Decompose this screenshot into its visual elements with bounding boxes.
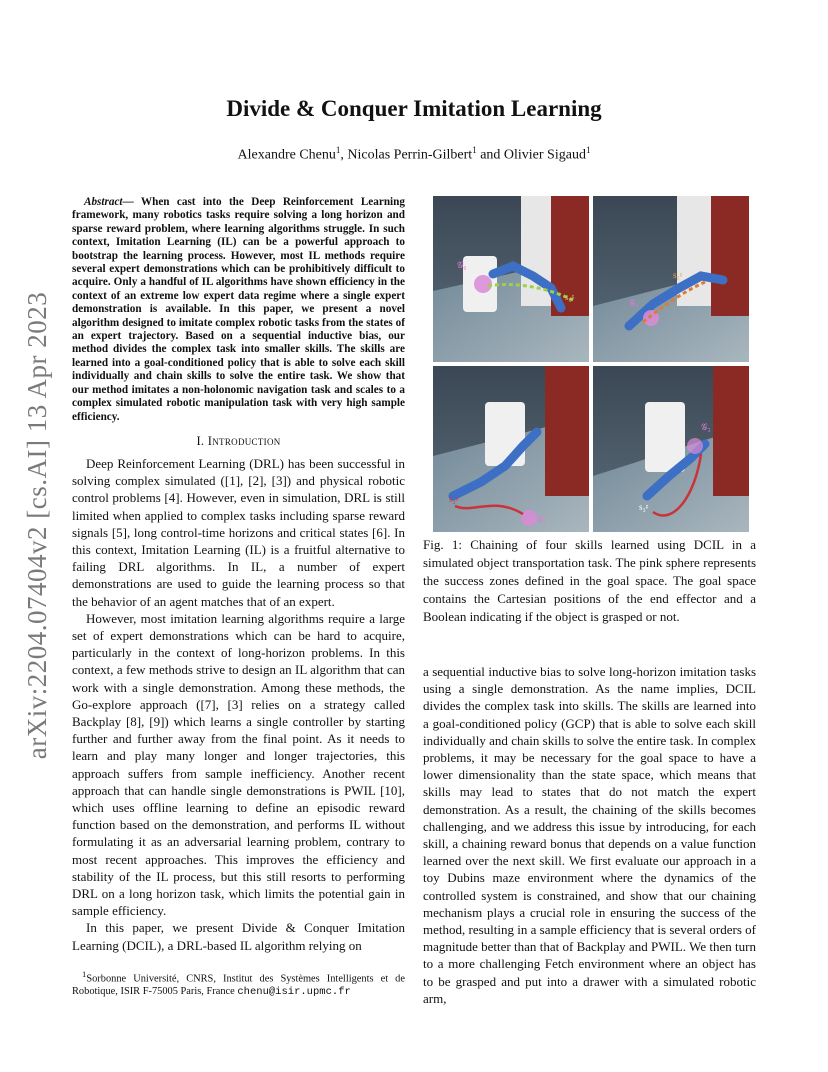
- author-affiliation: 1: [472, 145, 477, 155]
- body-paragraph: a sequential inductive bias to solve long-horizon imitation tasks using a single demonstration. As the name implies, DCIL divides the complex task into skills. The skills are learned into a goal-conditioned policy (GCP) that is able to solve each skill individually and chain skills to solve the entire task. In complex problems, it may be necessary for the goal space to have a lower dimensionality than the state space, which means that skills may lead to states that do not match the expert demonstration. As a result, the chaining of the skills becomes challenging, and we address this issue by introducing, for each skill, a chaining reward bonus that depends on a value function learned over the next skill. We first evaluate our approach in a toy Dubins maze environment where the dynamics of the controlled system is constrained, and show that our chaining mechanism plays a crucial role in ensuring the success of the method, resulting in a sample efficiency that is several orders of magnitude better than that of Backplay and PWIL. We then turn to a more challenging Fetch environment where an object has to be grasped and put into a drawer with a simulated robotic arm,: [423, 664, 756, 1006]
- author-affiliation: 1: [335, 145, 341, 155]
- panel-label: 𝒢₃: [701, 422, 711, 432]
- panel-label: 𝒢₁: [629, 298, 639, 308]
- author-name: Alexandre Chenu: [237, 147, 336, 163]
- figure-image: [433, 196, 749, 532]
- author-separator: ,: [340, 147, 348, 163]
- intro-paragraph: However, most imitation learning algorithms require a large set of expert demonstrations which can be hard to acquire, particularly in the context of long-horizon problems. In this context, a few methods strive to design an IL algorithm that can work with a single demonstration. Among these methods, the Go-explore approach ([7], [3] relies on a strategy called Backplay [8], [9]) which learns a single controller by starting further and further away from the final point. As it needs to learn and play many longer and longer trajectories, this approach suffers from sample inefficiency. Another recent approach that can handle single demonstrations is PWIL [10], which uses offline learning to define an episodic reward function based on the demonstration, and performs IL without formulating it as an adversarial learning problem, contrary to most recent approaches. This improves the efficiency and stability of the IL process, but this still resorts to performing DRL on a long horizon task, which limits the potential gain in sample efficiency.: [72, 610, 405, 919]
- panel-label: s₂ᵍ: [449, 494, 459, 504]
- footnote-text: Sorbonne Université, CNRS, Institut des Systèmes Intelligents et de Robotique, ISIR F-75005 Paris, France: [72, 973, 405, 998]
- panel-label: 𝒢₀: [457, 260, 467, 270]
- footnote-email: chenu@isir.upmc.fr: [237, 986, 351, 999]
- figure-panel-4: [593, 366, 749, 532]
- right-column-top: [423, 196, 756, 626]
- author-separator: and: [476, 147, 504, 163]
- figure-panel-3: [433, 366, 589, 532]
- paper-title: Divide & Conquer Imitation Learning: [226, 96, 602, 121]
- arxiv-stamp-text: arXiv:2204.07404v2 [cs.AI] 13 Apr 2023: [22, 291, 53, 759]
- intro-paragraph: In this paper, we present Divide & Conquer Imitation Learning (DCIL), a DRL-based IL algorithm relying on: [72, 920, 405, 953]
- right-column-text: [423, 663, 756, 1007]
- panel-label: s₁ᵍ: [673, 270, 683, 280]
- figure-caption: Fig. 1: Chaining of four skills learned using DCIL in a simulated object transportation task. The pink sphere represents the success zones defined in the goal space. The goal space contains the Cartesian positions of the end effector and a Boolean indicating if the object is grasped or not.: [423, 537, 756, 624]
- abstract-heading: Abstract: [84, 196, 123, 208]
- figure-panel-2: [593, 196, 749, 362]
- figure-panel-1: [433, 196, 589, 362]
- panel-label: s₀ᵍ: [565, 292, 575, 302]
- panel-label: 𝒢₂: [537, 514, 547, 524]
- intro-paragraph: Deep Reinforcement Learning (DRL) has been successful in solving complex simulated ([1], [2], [3]) and physical robotic control problems [4]. However, even in simulation, DRL is still limited when applied to complex tasks including sparse reward signals [5], long control-time horizons and critical states [6]. In this context, Imitation Learning (IL) is a fruitful alternative to failing DRL algorithms. In IL, a number of expert demonstrations are used to guide the learning process so that the behavior of an agent matches that of an expert.: [72, 455, 405, 609]
- left-column: [72, 196, 405, 999]
- section-title: Introduction: [207, 433, 281, 448]
- section-number: I.: [196, 433, 208, 448]
- footnote-mark: 1: [82, 968, 87, 979]
- abstract-text: When cast into the Deep Reinforcement Learning framework, many robotics tasks require solving a long horizon and sparse reward problem, where learning algorithms struggle. In such context, Imitation Learning (IL) can be a powerful approach to bootstrap the learning process. However, most IL methods require several expert demonstrations which can be prohibitively difficult to acquire. Only a handful of IL algorithms have shown efficiency in the context of an extreme low expert data regime where a single expert demonstration is available. In this paper, we present a novel algorithm designed to imitate complex robotic tasks from the states of an expert trajectory. Based on a sequential inductive bias, our method divides the complex task into smaller skills. The skills are learned into a goal-conditioned policy that is able to solve each skill individually and chain skills to solve the entire task. We show that our method imitates a non-holonomic navigation task and scales to a complex simulated robotic manipulation task with very high sample efficiency.: [72, 196, 405, 423]
- panel-label: s₃ᵍ: [639, 502, 649, 512]
- author-name: Olivier Sigaud: [503, 147, 586, 163]
- section-heading: [72, 434, 405, 449]
- abstract-dash: —: [122, 196, 141, 208]
- arxiv-stamp: [18, 290, 58, 760]
- footnote: [72, 968, 405, 999]
- abstract: [72, 196, 405, 424]
- author-list: [0, 145, 828, 164]
- figure-1: [433, 196, 749, 532]
- author-name: Nicolas Perrin-Gilbert: [347, 147, 473, 163]
- author-affiliation: 1: [585, 145, 591, 155]
